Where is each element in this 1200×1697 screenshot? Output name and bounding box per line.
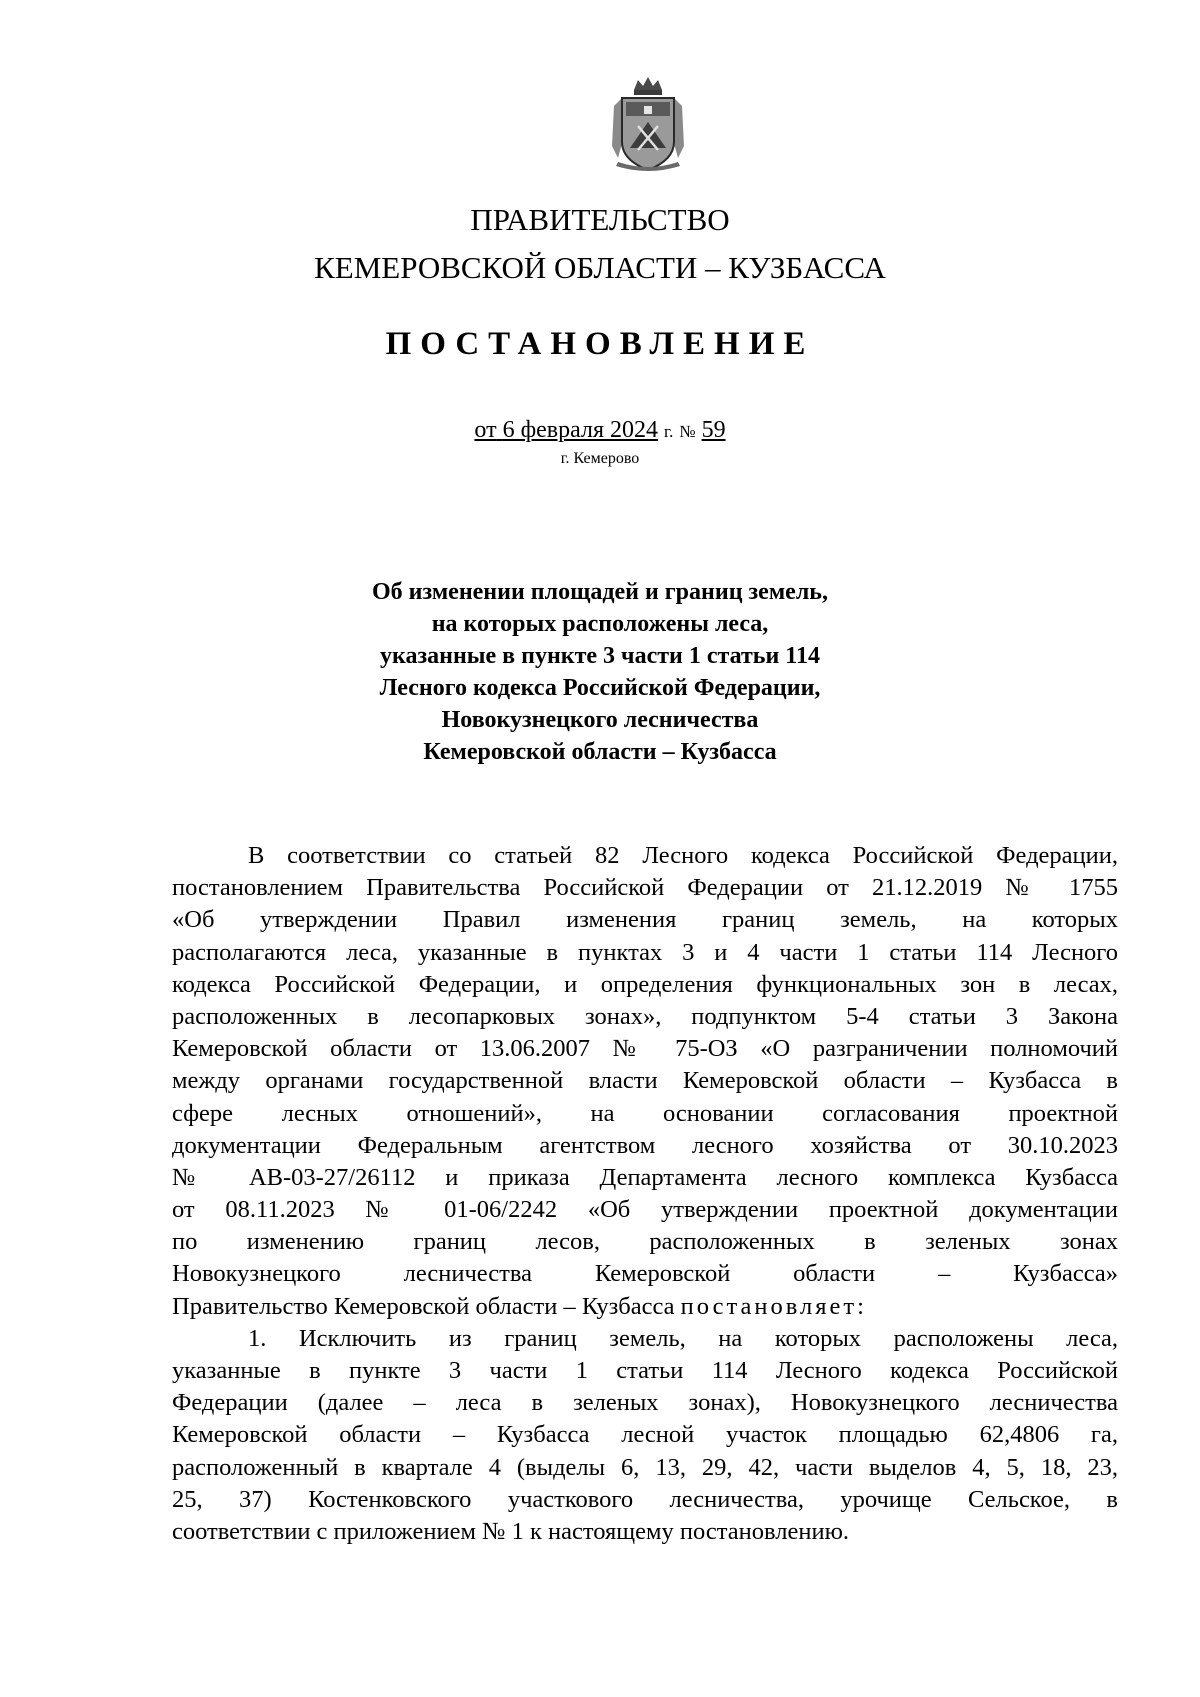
preamble-line: Кемеровской области от 13.06.2007 № 75-ОЗ «О разграничении полномочий bbox=[172, 1035, 1118, 1063]
title-line: на которых расположены леса, bbox=[431, 611, 769, 637]
preamble-line: от 08.11.2023 № 01-06/2242 «Об утверждении проектной документации bbox=[172, 1196, 1118, 1224]
title-line: Об изменении площадей и границ земель, bbox=[372, 579, 828, 605]
number-sign: № bbox=[679, 422, 696, 441]
item1-line: соответствии с приложением № 1 к настоящему постановлению. bbox=[172, 1517, 850, 1545]
item1-line: Федерации (далее – леса в зеленых зонах), Новокузнецкого лесничества bbox=[172, 1389, 1118, 1417]
document-title bbox=[0, 576, 1200, 768]
decree-suffix: : bbox=[857, 1292, 864, 1320]
date-number-line bbox=[0, 414, 1200, 448]
document-body bbox=[172, 840, 1118, 1548]
preamble-line: постановлением Правительства Российской Федерации от 21.12.2019 № 1755 bbox=[172, 874, 1118, 902]
item1-line: указанные в пункте 3 части 1 статьи 114 Лесного кодекса Российской bbox=[172, 1357, 1118, 1384]
preamble-line: «Об утверждении Правил изменения границ земель, на которых bbox=[172, 906, 1118, 934]
government-name-line2: КЕМЕРОВСКОЙ ОБЛАСТИ – КУЗБАССА bbox=[314, 250, 886, 285]
preamble-line: располагаются леса, указанные в пунктах 3 и 4 части 1 статьи 114 Лесного bbox=[172, 938, 1118, 966]
preamble-line: по изменению границ лесов, расположенных в зеленых зонах bbox=[172, 1228, 1118, 1256]
item1-line: 25, 37) Костенковского участкового лесничества, урочище Сельское, в bbox=[172, 1485, 1118, 1513]
document-type-heading: ПОСТАНОВЛЕНИЕ bbox=[385, 326, 815, 362]
document-number: 59 bbox=[701, 417, 726, 443]
preamble-line: документации Федеральным агентством лесного хозяйства от 30.10.2023 bbox=[172, 1131, 1118, 1159]
title-line: указанные в пункте 3 части 1 статьи 114 bbox=[380, 643, 820, 669]
preamble-line: Новокузнецкого лесничества Кемеровской области – Кузбасса» bbox=[172, 1260, 1118, 1288]
preamble-line: кодекса Российской Федерации, и определения функциональных зон в лесах, bbox=[172, 970, 1118, 998]
year-suffix: г. bbox=[664, 422, 674, 441]
document-date: 6 февраля 2024 bbox=[502, 417, 659, 443]
preamble-line: между органами государственной власти Кемеровской области – Кузбасса в bbox=[172, 1067, 1118, 1095]
decree-line bbox=[172, 1291, 1118, 1323]
item1-line: Кемеровской области – Кузбасса лесной участок площадью 62,4806 га, bbox=[172, 1421, 1118, 1449]
item1-line: 1. Исключить из границ земель, на которых расположены леса, bbox=[248, 1324, 1118, 1352]
decree-verb: постановляет bbox=[680, 1292, 858, 1320]
title-line: Кемеровской области – Кузбасса bbox=[423, 739, 777, 765]
government-name-line1: ПРАВИТЕЛЬСТВО bbox=[470, 202, 730, 237]
title-line: Новокузнецкого лесничества bbox=[441, 707, 759, 733]
date-prefix: от bbox=[474, 417, 497, 443]
preamble-line: сфере лесных отношений», на основании согласования проектной bbox=[172, 1099, 1118, 1127]
preamble-line: расположенных в лесопарковых зонах», подпунктом 5-4 статьи 3 Закона bbox=[172, 1002, 1118, 1030]
title-line: Лесного кодекса Российской Федерации, bbox=[379, 675, 821, 701]
coat-of-arms-icon bbox=[608, 76, 688, 176]
item1-line: расположенный в квартале 4 (выделы 6, 13, 29, 42, части выделов 4, 5, 18, 23, bbox=[172, 1453, 1118, 1481]
city-label: г. Кемерово bbox=[560, 450, 640, 467]
preamble-line: В соответствии со статьей 82 Лесного кодекса Российской Федерации, bbox=[248, 842, 1118, 869]
decree-prefix: Правительство Кемеровской области – Кузбасса bbox=[172, 1292, 675, 1320]
preamble-line: № АВ-03-27/26112 и приказа Департамента лесного комплекса Кузбасса bbox=[172, 1163, 1118, 1191]
